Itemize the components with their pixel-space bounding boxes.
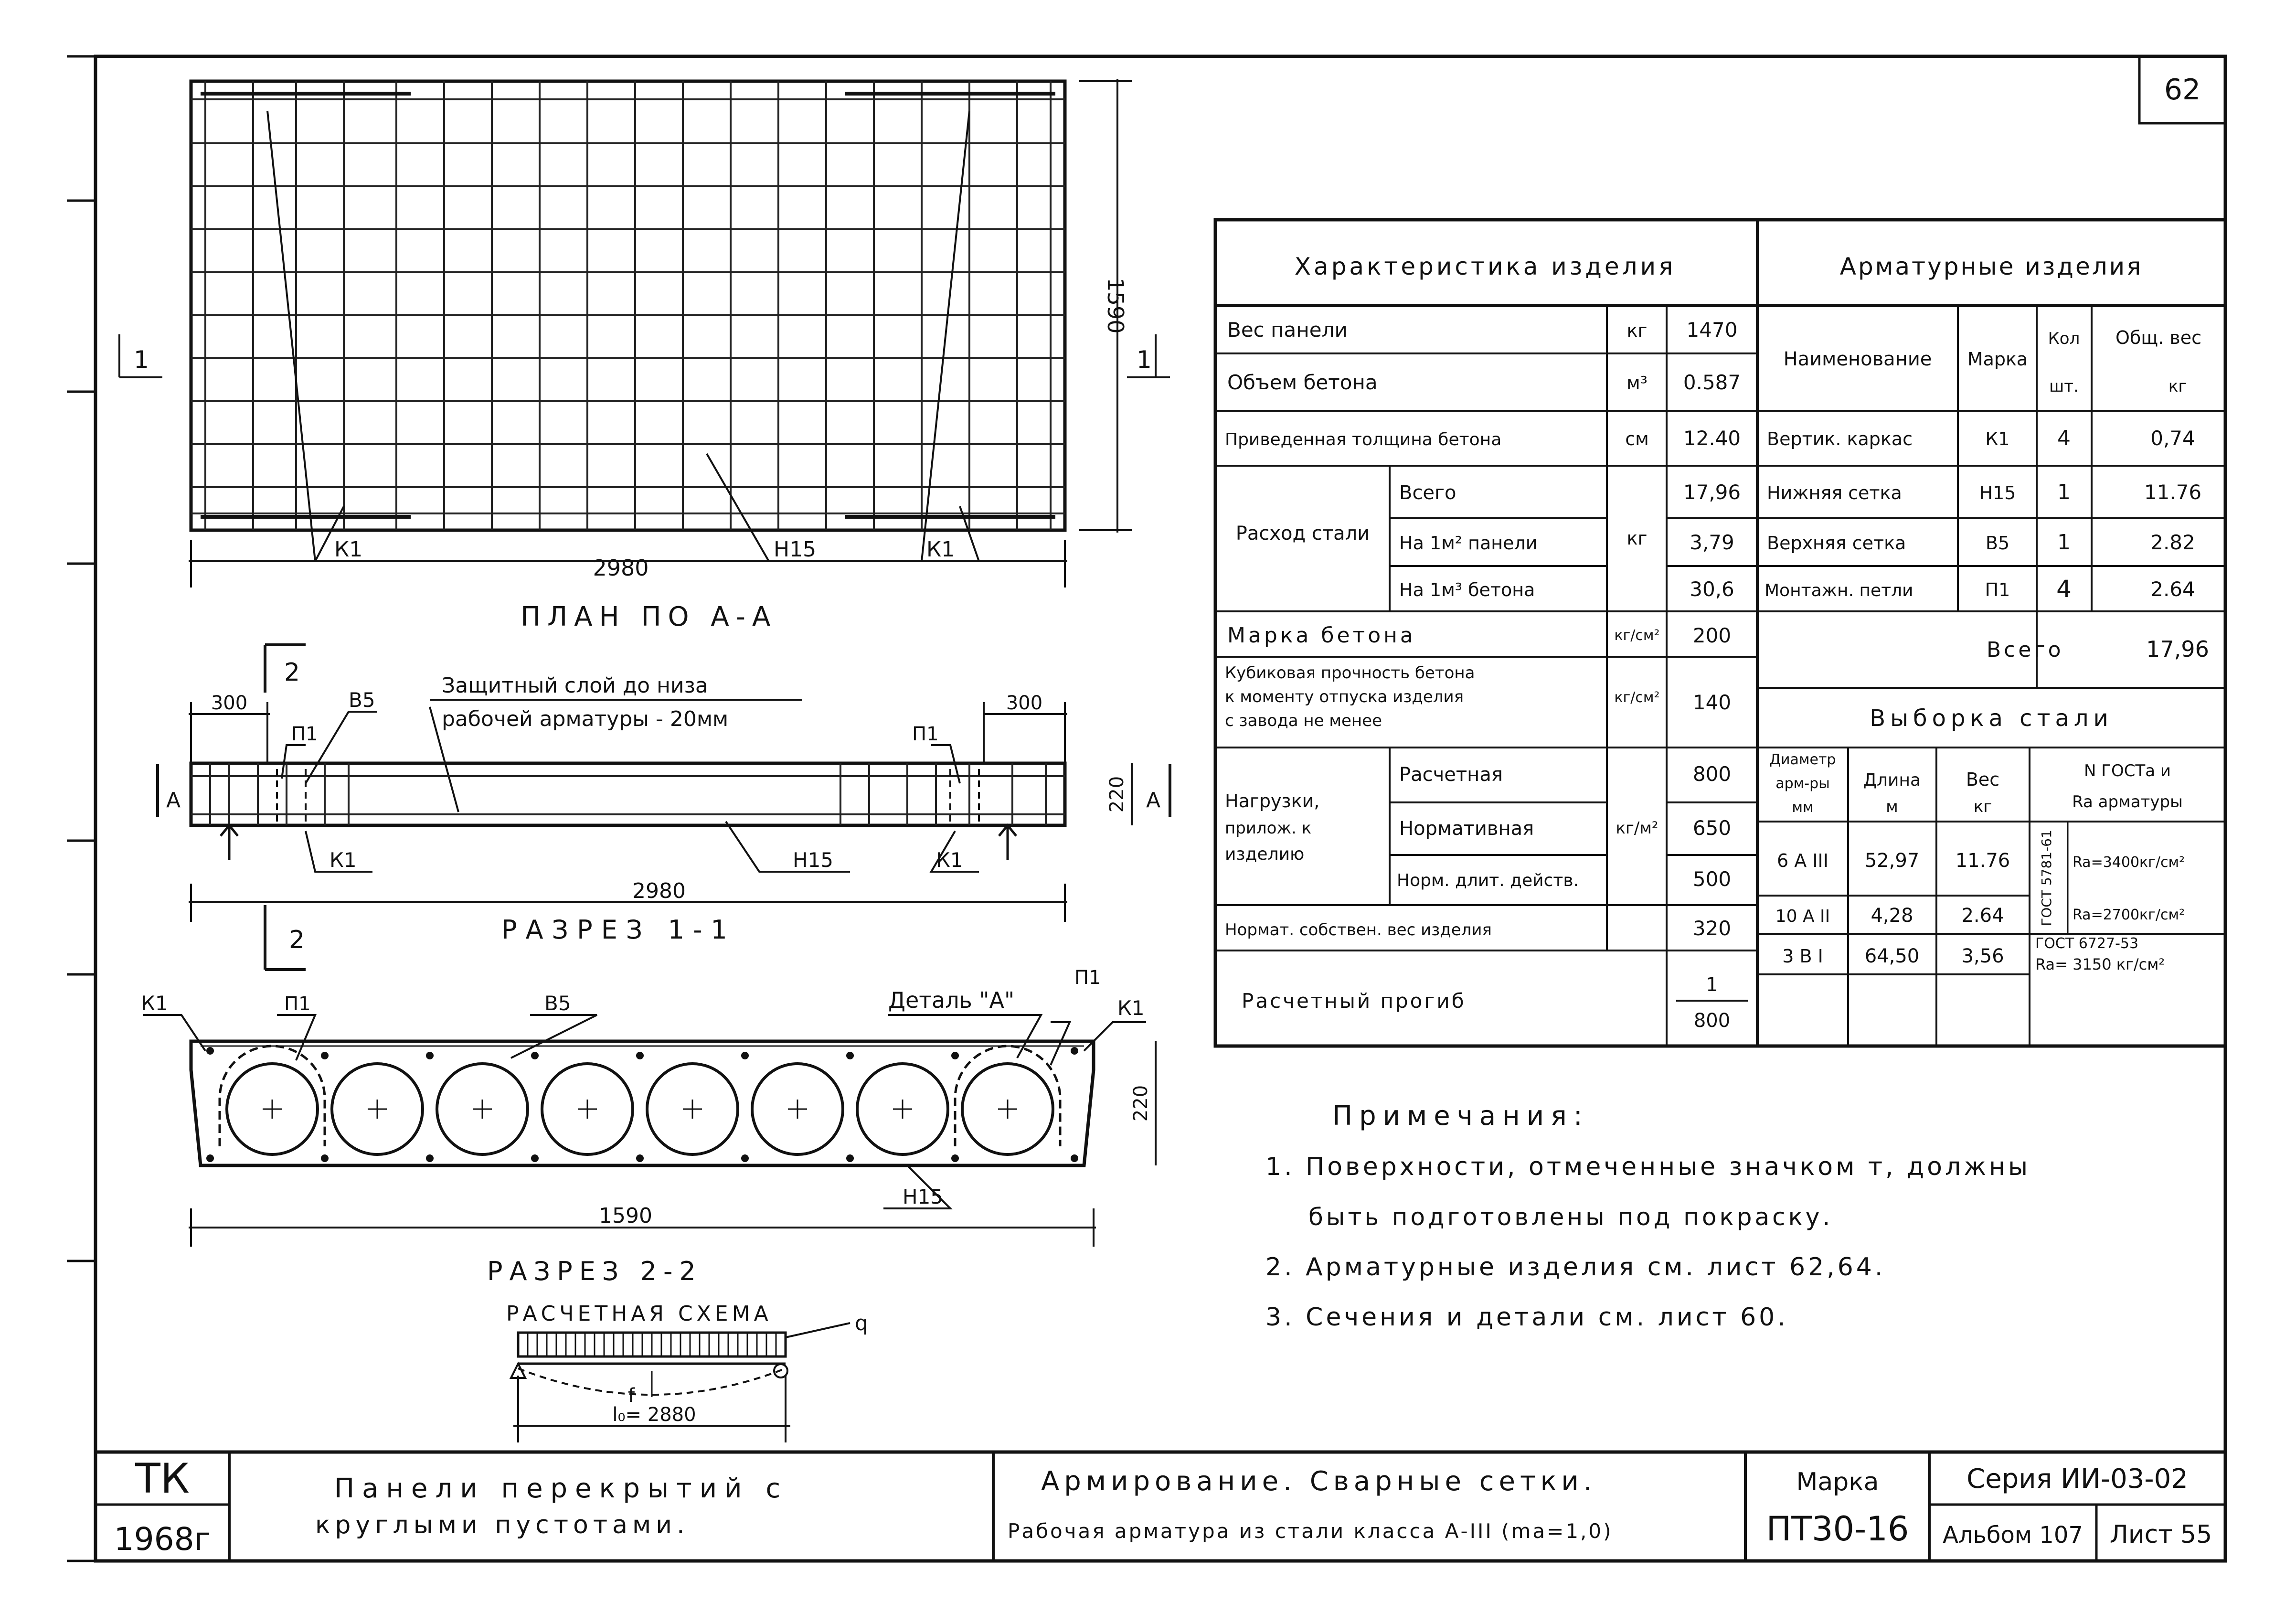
section11-dim-right: 300 bbox=[1006, 692, 1043, 714]
row-cube-value: 140 bbox=[1692, 691, 1732, 714]
plan-label-n15: Н15 bbox=[774, 537, 817, 562]
rebar-item-1-qty: 4 bbox=[2057, 426, 2071, 450]
section11-outline bbox=[191, 763, 1065, 825]
section11-label-p1-left: П1 bbox=[291, 723, 318, 745]
section22-label-p1-right: П1 bbox=[1074, 967, 1101, 989]
spec-table-text bbox=[1225, 253, 2209, 1032]
row-cube-line1: Кубиковая прочность бетона bbox=[1225, 663, 1475, 683]
section22-label-n15: Н15 bbox=[903, 1185, 944, 1208]
plan-width-dim: 1590 bbox=[1103, 278, 1128, 334]
section22-outline bbox=[191, 1041, 1094, 1165]
table-product-header: Характеристика изделия bbox=[1294, 253, 1676, 280]
row-loads-label1: Нагрузки, bbox=[1225, 790, 1320, 812]
steel-row-1-length: 52,97 bbox=[1864, 850, 1920, 872]
rebar-item-3-name: Верхняя сетка bbox=[1767, 533, 1906, 554]
row-loads-norm: 650 bbox=[1692, 816, 1732, 840]
section11-dim-left: 300 bbox=[211, 692, 248, 714]
plan-outline bbox=[191, 81, 1065, 530]
rebar-item-2-name: Нижняя сетка bbox=[1767, 482, 1902, 503]
row-weight-label: Вес панели bbox=[1227, 318, 1348, 342]
row-loads-calc: 800 bbox=[1692, 762, 1732, 786]
tb-series: Серия ИИ-03-02 bbox=[1966, 1463, 2188, 1495]
steel-col-length2: м bbox=[1886, 797, 1898, 816]
section11-title: РАЗРЕЗ 1-1 bbox=[501, 915, 736, 945]
tb-name1: Панели перекрытий с bbox=[334, 1473, 788, 1504]
rebar-col-weight1: Общ. вес bbox=[2115, 327, 2201, 348]
row-steel-total: 17,96 bbox=[1683, 481, 1741, 504]
section22-height-dim: 220 bbox=[1130, 1085, 1152, 1122]
section22-title: РАЗРЕЗ 2-2 bbox=[487, 1256, 702, 1286]
section22-label-b5: В5 bbox=[544, 992, 571, 1015]
rebar-col-name: Наименование bbox=[1783, 348, 1932, 370]
note-3: 3. Сечения и детали см. лист 60. bbox=[1265, 1303, 1788, 1332]
rebar-item-4-mark: П1 bbox=[1985, 579, 2010, 600]
steel-col-weight1: Вес bbox=[1966, 769, 2000, 790]
rebar-item-1-name: Вертик. каркас bbox=[1767, 428, 1913, 449]
steel-col-length1: Длина bbox=[1863, 770, 1921, 790]
section22-width-dim: 1590 bbox=[599, 1204, 652, 1228]
section11-label-b5: В5 bbox=[349, 688, 375, 712]
sheet-number: 62 bbox=[2164, 73, 2201, 107]
section11-view-mark-left: А bbox=[166, 788, 181, 812]
note-1a: 1. Поверхности, отмеченные значком т, должны bbox=[1265, 1153, 2031, 1181]
row-loads-norm-label: Нормативная bbox=[1399, 818, 1534, 840]
rebar-item-4-qty: 4 bbox=[2056, 575, 2072, 603]
steel-row-3-length: 64,50 bbox=[1864, 945, 1920, 967]
row-cube-unit: кг/см² bbox=[1614, 689, 1660, 706]
section11-cut-mark-bottom: 2 bbox=[289, 926, 305, 954]
section11-height-dim: 220 bbox=[1106, 776, 1128, 813]
row-deflection-label: Расчетный прогиб bbox=[1242, 989, 1466, 1013]
row-steel-m3-label: На 1м³ бетона bbox=[1399, 579, 1535, 600]
plan-section-mark-right: 1 bbox=[1137, 346, 1152, 374]
notes bbox=[1265, 1100, 2030, 1332]
steel-row-2-diam: 10 A II bbox=[1775, 907, 1830, 926]
rebar-item-3-qty: 1 bbox=[2057, 530, 2071, 555]
row-grade-label: Марка бетона bbox=[1227, 623, 1416, 648]
steel-row-1-diam: 6 A III bbox=[1777, 850, 1828, 871]
steel-header: Выборка стали bbox=[1870, 705, 2113, 732]
steel-col-weight2: кг bbox=[1973, 797, 1992, 816]
calc-scheme bbox=[506, 1302, 868, 1442]
row-deflection-num: 1 bbox=[1706, 974, 1718, 996]
tb-name2: круглыми пустотами. bbox=[315, 1511, 690, 1539]
plan-section-mark-left: 1 bbox=[134, 346, 149, 374]
tb-mark: ПТ30-16 bbox=[1766, 1509, 1909, 1549]
row-thickness-unit: см bbox=[1625, 428, 1649, 449]
row-grade-unit: кг/см² bbox=[1614, 627, 1660, 644]
row-loads-long-label: Норм. длит. действ. bbox=[1397, 871, 1579, 890]
section11-note-line1: Защитный слой до низа bbox=[442, 673, 708, 698]
scheme-load-label: q bbox=[855, 1311, 868, 1335]
plan-grid bbox=[191, 81, 1065, 530]
section11-label-n15: Н15 bbox=[793, 848, 834, 872]
row-cube-line2: к моменту отпуска изделия bbox=[1225, 687, 1464, 706]
row-weight-value: 1470 bbox=[1686, 318, 1738, 342]
row-steel-unit: кг bbox=[1626, 528, 1648, 549]
steel-ra3: Ra= 3150 кг/см² bbox=[2035, 955, 2165, 973]
row-loads-calc-label: Расчетная bbox=[1399, 764, 1503, 786]
tb-org: ТК bbox=[135, 1455, 190, 1503]
steel-row-3-weight: 3,56 bbox=[1961, 945, 2004, 967]
steel-row-1-weight: 11.76 bbox=[1955, 850, 2010, 872]
row-self-weight-value: 320 bbox=[1692, 917, 1732, 940]
steel-col-gost1: N ГОСТа и bbox=[2084, 761, 2171, 780]
plan-length-dim: 2980 bbox=[593, 555, 649, 581]
rebar-item-2-mark: Н15 bbox=[1979, 482, 2016, 503]
steel-row-3-diam: 3 B I bbox=[1782, 946, 1823, 967]
steel-col-gost2: Ra арматуры bbox=[2072, 792, 2183, 812]
steel-gost-rotated: ГОСТ 5781-61 bbox=[2039, 830, 2054, 926]
row-volume-label: Объем бетона bbox=[1227, 371, 1378, 394]
steel-gost2: ГОСТ 6727-53 bbox=[2035, 935, 2139, 952]
rebar-total-label: Всего bbox=[1987, 638, 2064, 662]
steel-col-diam1: Диаметр bbox=[1769, 751, 1836, 768]
section11-note-line2: рабочей арматуры - 20мм bbox=[442, 707, 729, 731]
rebar-item-4-weight: 2.64 bbox=[2150, 577, 2195, 601]
section11-view-mark-right: А bbox=[1146, 788, 1161, 812]
row-steel-m2-label: На 1м² панели bbox=[1399, 533, 1538, 554]
rebar-item-1-mark: К1 bbox=[1985, 428, 2010, 449]
row-steel-m3: 30,6 bbox=[1690, 577, 1734, 601]
rebar-item-2-qty: 1 bbox=[2057, 480, 2071, 504]
steel-row-2-weight: 2.64 bbox=[1961, 905, 2004, 927]
section22-label-k1-left: К1 bbox=[141, 992, 168, 1015]
steel-col-diam3: мм bbox=[1792, 799, 1814, 816]
row-thickness-value: 12.40 bbox=[1683, 427, 1741, 450]
title-block-text bbox=[114, 1455, 2212, 1558]
rebar-item-2-weight: 11.76 bbox=[2144, 481, 2202, 504]
rebar-item-3-weight: 2.82 bbox=[2150, 531, 2195, 554]
note-2: 2. Арматурные изделия см. лист 62,64. bbox=[1265, 1253, 1886, 1282]
steel-ra2: Ra=2700кг/см² bbox=[2073, 907, 2185, 923]
section-1-1 bbox=[158, 645, 1170, 970]
steel-row-2-length: 4,28 bbox=[1871, 905, 1913, 927]
rebar-col-qty1: Кол bbox=[2048, 329, 2080, 348]
rebar-col-qty2: шт. bbox=[2049, 377, 2079, 396]
rebar-col-weight2: кг bbox=[2168, 377, 2187, 396]
tb-desc1: Армирование. Сварные сетки. bbox=[1041, 1466, 1597, 1497]
row-cube-line3: с завода не менее bbox=[1225, 711, 1382, 730]
section22-label-p1-left: П1 bbox=[284, 993, 311, 1015]
row-weight-unit: кг bbox=[1626, 320, 1648, 341]
rebar-item-4-name: Монтажн. петли bbox=[1765, 581, 1913, 600]
row-volume-value: 0.587 bbox=[1683, 371, 1741, 394]
rebar-item-3-mark: В5 bbox=[1985, 533, 2010, 554]
tb-desc2: Рабочая арматура из стали класса А-III (ma=1,0) bbox=[1008, 1519, 1613, 1543]
row-steel-total-label: Всего bbox=[1399, 482, 1456, 504]
section11-label-k1-right: К1 bbox=[936, 848, 963, 872]
rebar-total: 17,96 bbox=[2146, 636, 2209, 662]
row-loads-label3: изделию bbox=[1225, 844, 1305, 864]
rebar-item-1-weight: 0,74 bbox=[2150, 427, 2195, 450]
section-2-2 bbox=[141, 967, 1156, 1286]
plan-title: ПЛАН ПО А-А bbox=[521, 601, 777, 632]
steel-col-diam2: арм-ры bbox=[1775, 775, 1830, 792]
table-rebar-header: Арматурные изделия bbox=[1839, 253, 2143, 280]
tb-sheet: Лист 55 bbox=[2109, 1520, 2212, 1549]
row-deflection-den: 800 bbox=[1693, 1010, 1731, 1032]
row-thickness-label: Приведенная толщина бетона bbox=[1225, 430, 1502, 449]
row-loads-label2: прилож. к bbox=[1225, 819, 1312, 838]
section11-length-dim: 2980 bbox=[632, 879, 686, 903]
scheme-deflection: f bbox=[628, 1385, 635, 1407]
section22-label-k1-right: К1 bbox=[1117, 996, 1145, 1020]
section11-label-p1-right: П1 bbox=[912, 723, 939, 745]
row-loads-long: 500 bbox=[1692, 867, 1732, 891]
scheme-title: РАСЧЕТНАЯ СХЕМА bbox=[506, 1302, 772, 1326]
section11-cut-mark-top: 2 bbox=[284, 658, 300, 687]
plan-label-k1-left: К1 bbox=[334, 537, 363, 562]
row-self-weight-label: Нормат. собствен. вес изделия bbox=[1225, 920, 1492, 940]
section11-label-k1-left: К1 bbox=[330, 848, 357, 872]
row-grade-value: 200 bbox=[1692, 624, 1732, 647]
section22-detail-label: Деталь "А" bbox=[888, 987, 1015, 1013]
plan-view bbox=[119, 79, 1170, 632]
row-loads-unit: кг/м² bbox=[1616, 819, 1658, 838]
scheme-span: l₀= 2880 bbox=[612, 1404, 696, 1426]
note-1b: быть подготовлены под покраску. bbox=[1308, 1203, 1833, 1231]
row-steel-m2: 3,79 bbox=[1690, 531, 1734, 554]
row-steel-label: Расход стали bbox=[1235, 523, 1370, 545]
plan-label-k1-right: К1 bbox=[926, 537, 955, 562]
tb-mark-label: Марка bbox=[1796, 1468, 1879, 1496]
steel-ra1: Ra=3400кг/см² bbox=[2073, 854, 2185, 871]
tb-album: Альбом 107 bbox=[1943, 1522, 2083, 1549]
tb-year: 1968г bbox=[114, 1521, 211, 1558]
rebar-col-mark: Марка bbox=[1967, 349, 2028, 370]
notes-title: Примечания: bbox=[1332, 1100, 1589, 1132]
row-volume-unit: м³ bbox=[1626, 373, 1648, 394]
